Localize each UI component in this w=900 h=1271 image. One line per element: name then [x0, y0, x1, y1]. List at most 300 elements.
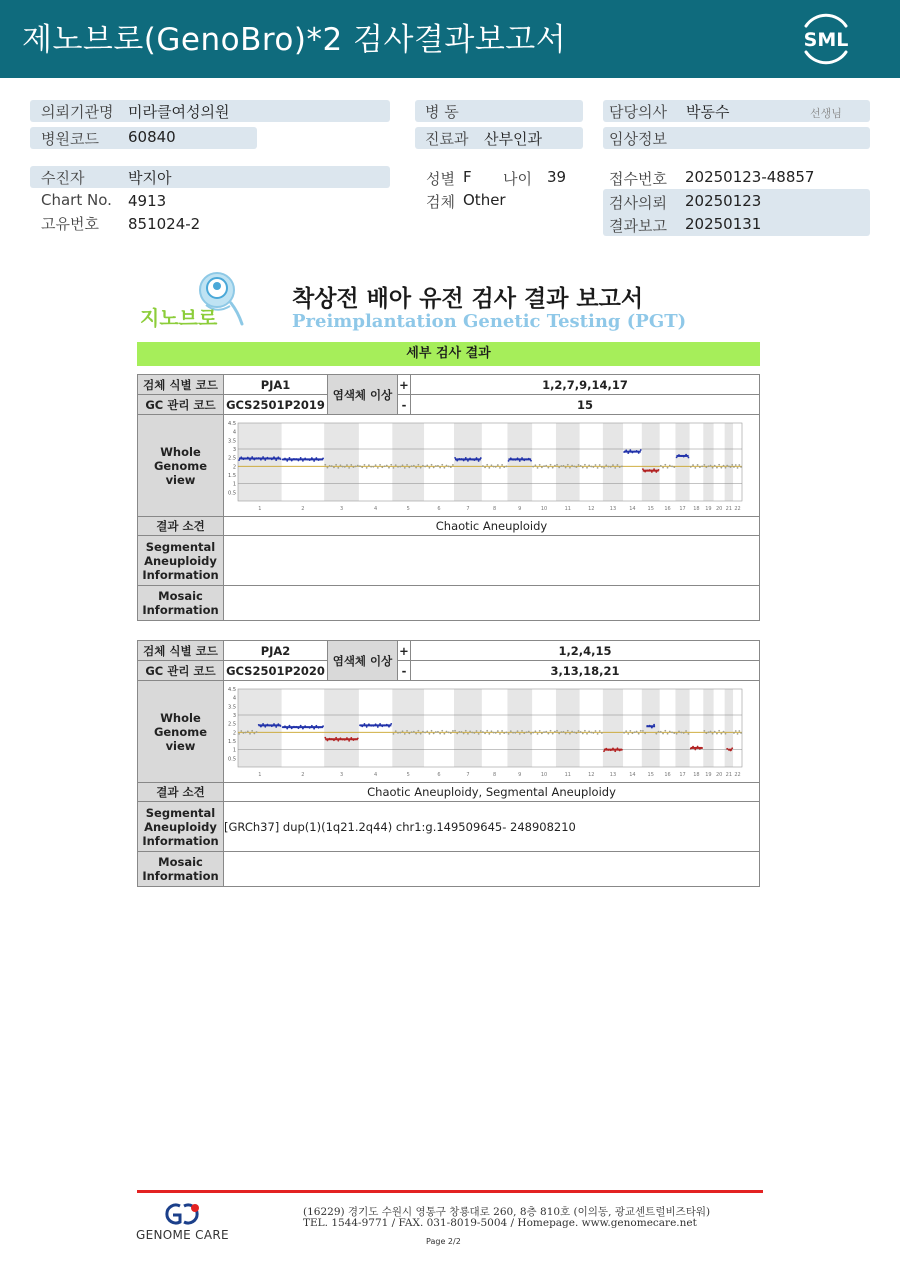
cnv-point	[443, 732, 445, 734]
cnv-point	[411, 465, 413, 467]
cnv-point	[623, 731, 625, 733]
footer-contact: TEL. 1544-9771 / FAX. 031-8019-5004 / Homepage. www.genomecare.net	[303, 1217, 697, 1229]
cnv-point	[523, 732, 525, 734]
specimen-value: Other	[463, 191, 506, 209]
cnv-point	[411, 731, 413, 733]
chromosome-band	[238, 423, 282, 501]
cnv-point	[484, 732, 486, 734]
segmental-value	[224, 536, 760, 586]
chromosome-band	[556, 689, 580, 767]
loss-chromosomes: 3,13,18,21	[411, 661, 760, 681]
cnv-point	[491, 464, 493, 466]
x-tick-label: 9	[518, 505, 522, 512]
cnv-point	[324, 463, 326, 465]
cnv-point	[705, 466, 707, 468]
report-header-bar	[0, 0, 900, 78]
cnv-point	[545, 730, 547, 732]
cnv-point	[610, 466, 612, 468]
report-header-title: 제노브로(GenoBro)*2 검사결과보고서	[22, 22, 567, 58]
cnv-point	[355, 465, 357, 467]
cnv-point	[435, 465, 437, 467]
cnv-point	[705, 732, 707, 734]
cnv-point	[368, 464, 370, 466]
cnv-point	[580, 465, 582, 467]
x-tick-label: 16	[664, 771, 671, 778]
cnv-point	[433, 466, 435, 468]
age-value: 39	[547, 168, 567, 186]
cnv-point	[629, 729, 631, 731]
cnv-point	[467, 732, 469, 734]
gc-code-label: GC 관리 코드	[138, 661, 224, 681]
gain-sign: +	[398, 641, 411, 661]
cnv-point	[723, 730, 725, 732]
x-tick-label: 20	[715, 771, 723, 778]
cnv-point	[508, 732, 510, 734]
cnv-point	[690, 466, 692, 468]
cnv-point	[714, 730, 716, 732]
cnv-point	[517, 730, 519, 732]
y-tick-label: 3	[232, 446, 236, 453]
finding-value: Chaotic Aneuploidy, Segmental Aneuploidy	[224, 783, 760, 802]
cnv-point	[644, 732, 646, 734]
plot-frame	[238, 423, 742, 501]
cnv-point	[521, 729, 523, 731]
cnv-point	[361, 466, 363, 468]
segmental-label: Segmental Aneuploidy Information	[138, 802, 224, 852]
specimen-id-value: PJA1	[224, 375, 328, 395]
section-title: 세부 검사 결과	[137, 342, 760, 366]
cnv-point	[603, 466, 605, 468]
cnv-point	[458, 730, 460, 732]
cnv-point	[372, 465, 374, 467]
cnv-point	[534, 464, 536, 466]
cnv-point	[424, 731, 426, 733]
cnv-point	[728, 465, 730, 467]
cnv-point	[683, 732, 685, 734]
cnv-point	[740, 466, 742, 468]
cnv-point	[662, 466, 664, 468]
cnv-point	[539, 463, 541, 465]
y-tick-label: 0.5	[228, 755, 236, 762]
cnv-point	[413, 464, 415, 466]
cnv-point	[541, 466, 543, 468]
specimen-id-label: 검체 식별 코드	[138, 375, 224, 395]
request-date-value: 20250123	[685, 192, 762, 210]
x-tick-label: 10	[540, 771, 548, 778]
cnv-point	[486, 463, 488, 465]
genobro-logo-text: 지노브로	[140, 306, 218, 330]
x-tick-label: 8	[493, 771, 497, 778]
cnv-point	[720, 732, 722, 734]
cnv-point	[601, 732, 603, 734]
cnv-point	[599, 464, 601, 466]
x-tick-label: 11	[564, 771, 571, 778]
cnv-point	[505, 465, 507, 467]
x-tick-label: 12	[588, 771, 595, 778]
x-tick-label: 10	[540, 505, 548, 512]
cnv-point	[501, 730, 503, 732]
x-tick-label: 9	[518, 771, 522, 778]
unique-no-value: 851024-2	[128, 215, 201, 233]
genobro-logo	[138, 270, 250, 332]
x-tick-label: 21	[725, 505, 733, 512]
y-tick-label: 2.5	[228, 455, 236, 462]
cnv-point	[703, 463, 705, 465]
cnv-point	[488, 466, 490, 468]
cnv-point	[565, 732, 567, 734]
cnv-point	[480, 730, 482, 732]
cnv-point	[446, 730, 448, 732]
cnv-point	[597, 466, 599, 468]
mosaic-value	[224, 852, 760, 887]
cnv-point	[512, 731, 514, 733]
x-tick-label: 14	[629, 771, 636, 778]
cnv-point	[247, 730, 249, 732]
page-number: Page 2/2	[426, 1237, 461, 1246]
cnv-point	[435, 731, 437, 733]
y-tick-label: 2	[232, 729, 236, 736]
cnv-point	[366, 466, 368, 468]
cnv-point	[634, 731, 636, 733]
cnv-point	[738, 464, 740, 466]
cnv-point	[439, 732, 441, 734]
finding-value: Chaotic Aneuploidy	[224, 517, 760, 536]
cnv-point	[586, 732, 588, 734]
x-tick-label: 5	[406, 771, 410, 778]
cnv-point	[590, 731, 592, 733]
cnv-point	[550, 729, 552, 731]
cnv-point	[621, 465, 623, 467]
cnv-point	[592, 466, 594, 468]
gain-chromosomes: 1,2,7,9,14,17	[411, 375, 760, 395]
cnv-point	[243, 732, 245, 734]
cnv-point	[627, 732, 629, 734]
cnv-point	[441, 729, 443, 731]
cnv-point	[238, 732, 240, 734]
cnv-point	[671, 465, 673, 467]
cnv-point	[476, 730, 478, 732]
chromosome-band	[392, 423, 424, 501]
x-tick-label: 17	[679, 771, 686, 778]
cnv-point	[450, 732, 452, 734]
cnv-point	[478, 732, 480, 734]
cnv-point	[534, 730, 536, 732]
cnv-point	[406, 729, 408, 731]
cnv-point	[560, 465, 562, 467]
chromosome-band	[324, 689, 359, 767]
x-tick-label: 17	[679, 505, 686, 512]
x-tick-label: 2	[301, 771, 305, 778]
clinical-info-label: 임상정보	[609, 130, 667, 148]
x-tick-label: 19	[705, 505, 712, 512]
cnv-point	[731, 464, 733, 466]
cnv-point	[619, 466, 621, 468]
x-tick-label: 2	[301, 505, 305, 512]
cnv-point	[667, 466, 669, 468]
patient-label: 수진자	[41, 169, 85, 187]
chromosome-band	[703, 689, 713, 767]
cnv-point	[708, 465, 710, 467]
cnv-point	[537, 466, 539, 468]
x-tick-label: 3	[339, 505, 344, 512]
chromosome-band	[675, 423, 689, 501]
cnv-point	[399, 465, 401, 467]
chrom-abnormality-label: 염색체 이상	[328, 375, 398, 415]
age-label: 나이	[503, 170, 532, 188]
cnv-point	[441, 463, 443, 465]
x-tick-label: 6	[437, 505, 441, 512]
chromosome-band	[603, 689, 623, 767]
cnv-point	[608, 465, 610, 467]
chromosome-band	[454, 689, 482, 767]
x-tick-label: 4	[374, 505, 378, 512]
cnv-point	[431, 463, 433, 465]
cnv-point	[733, 466, 735, 468]
chromosome-band	[703, 423, 713, 501]
chromosome-band	[454, 423, 482, 501]
cnv-point	[426, 464, 428, 466]
cnv-point	[582, 466, 584, 468]
cnv-point	[395, 464, 397, 466]
ward-label: 병 동	[425, 103, 459, 121]
cnv-point	[499, 732, 501, 734]
cnv-point	[541, 732, 543, 734]
doctor-label: 담당의사	[609, 103, 667, 121]
cnv-point	[660, 730, 662, 732]
cnv-point	[397, 731, 399, 733]
cnv-point	[342, 465, 344, 467]
cnv-point	[725, 732, 727, 734]
cnv-point	[388, 466, 390, 468]
cnv-point	[718, 729, 720, 731]
cnv-point	[395, 730, 397, 732]
cnv-point	[669, 464, 671, 466]
cnv-point	[595, 464, 597, 466]
cnv-point	[543, 731, 545, 733]
cnv-point	[599, 730, 601, 732]
cnv-point	[386, 464, 388, 466]
institution-value: 미라클여성의원	[128, 103, 230, 121]
cnv-point	[567, 729, 569, 731]
cnv-point	[539, 729, 541, 731]
cnv-point	[636, 730, 638, 732]
y-tick-label: 2	[232, 463, 236, 470]
cnv-point	[735, 464, 737, 466]
whole-genome-plot-1	[224, 419, 744, 513]
cnv-point	[393, 466, 395, 468]
hospital-code-value: 60840	[128, 128, 176, 146]
cnv-point	[346, 464, 348, 466]
cnv-point	[417, 729, 419, 731]
cnv-point	[595, 730, 597, 732]
cnv-point	[554, 730, 556, 732]
doctor-suffix: 선생님	[810, 107, 842, 120]
cnv-point	[699, 466, 701, 468]
cnv-point	[406, 463, 408, 465]
cnv-point	[402, 464, 404, 466]
x-tick-label: 18	[693, 771, 700, 778]
y-tick-label: 1	[232, 747, 236, 754]
cnv-point	[404, 466, 406, 468]
cnv-point	[245, 731, 247, 733]
cnv-point	[558, 732, 560, 734]
cnv-point	[532, 465, 534, 467]
patient-value: 박지아	[128, 169, 172, 187]
specimen-id-value: PJA2	[224, 641, 328, 661]
cnv-point	[420, 732, 422, 734]
cnv-point	[558, 466, 560, 468]
cnv-point	[420, 466, 422, 468]
cnv-point	[519, 732, 521, 734]
loss-sign: -	[398, 395, 411, 415]
report-date-label: 결과보고	[609, 217, 667, 235]
cnv-point	[569, 466, 571, 468]
cnv-point	[370, 465, 372, 467]
whole-genome-label: Whole Genome view	[138, 415, 224, 517]
cnv-point	[543, 465, 545, 467]
cnv-point	[685, 730, 687, 732]
cnv-point	[399, 731, 401, 733]
cnv-point	[256, 731, 258, 733]
cnv-point	[554, 464, 556, 466]
y-tick-label: 1.5	[228, 472, 236, 479]
x-tick-label: 4	[374, 771, 378, 778]
cnv-point	[497, 464, 499, 466]
cnv-point	[443, 466, 445, 468]
cnv-point	[588, 730, 590, 732]
report-title: 착상전 배아 유전 검사 결과 보고서	[292, 286, 644, 312]
cnv-point	[669, 730, 671, 732]
cnv-point	[428, 466, 430, 468]
cnv-point	[415, 466, 417, 468]
cnv-point	[431, 729, 433, 731]
cnv-point	[726, 464, 728, 466]
x-tick-label: 7	[466, 505, 470, 512]
x-tick-label: 8	[493, 505, 497, 512]
gc-code-value: GCS2501P2020	[224, 661, 328, 681]
cnv-point	[725, 466, 727, 468]
cnv-point	[353, 466, 355, 468]
cnv-point	[547, 466, 549, 468]
cnv-point	[408, 732, 410, 734]
cnv-point	[571, 464, 573, 466]
cnv-point	[251, 729, 253, 731]
cnv-point	[499, 466, 501, 468]
cnv-point	[493, 731, 495, 733]
cnv-point	[575, 732, 577, 734]
gc-code-label: GC 관리 코드	[138, 395, 224, 415]
cnv-point	[340, 464, 342, 466]
cnv-point	[573, 465, 575, 467]
cnv-point	[716, 466, 718, 468]
chromosome-band	[675, 689, 689, 767]
loss-sign: -	[398, 661, 411, 681]
y-tick-label: 4.5	[228, 420, 236, 427]
cnv-point	[448, 731, 450, 733]
cnv-point	[384, 465, 386, 467]
specimen-label: 검체	[426, 193, 455, 211]
cnv-point	[680, 731, 682, 733]
cnv-point	[563, 730, 565, 732]
footer-address: (16229) 경기도 수원시 영통구 창룡대로 260, 8층 810호 (이의동, 광교센트럴비즈타워)	[303, 1206, 711, 1218]
y-tick-label: 4.5	[228, 686, 236, 693]
sex-value: F	[463, 168, 472, 186]
chromosome-band	[603, 423, 623, 501]
cnv-point	[433, 732, 435, 734]
cnv-point	[588, 464, 590, 466]
cnv-point	[730, 466, 732, 468]
chrom-abnormality-label: 염색체 이상	[328, 641, 398, 681]
cnv-point	[452, 464, 454, 466]
cnv-point	[573, 731, 575, 733]
cnv-point	[329, 464, 331, 466]
cnv-point	[655, 732, 657, 734]
x-tick-label: 1	[258, 505, 262, 512]
whole-genome-plot-2	[224, 685, 744, 779]
cnv-point	[473, 732, 475, 734]
y-tick-label: 1	[232, 481, 236, 488]
cnv-point	[614, 466, 616, 468]
cnv-point	[377, 466, 379, 468]
cnv-point	[335, 463, 337, 465]
y-tick-label: 3.5	[228, 437, 236, 444]
cnv-point	[530, 732, 532, 734]
gc-code-value: GCS2501P2019	[224, 395, 328, 415]
cnv-point	[662, 732, 664, 734]
cnv-point	[592, 732, 594, 734]
cnv-point	[660, 464, 662, 466]
cnv-point	[582, 732, 584, 734]
institution-label: 의뢰기관명	[41, 103, 114, 121]
gain-sign: +	[398, 375, 411, 395]
cnv-point	[590, 465, 592, 467]
cnv-point	[253, 732, 255, 734]
cnv-point	[678, 730, 680, 732]
sml-logo-text: SML	[803, 29, 849, 51]
cnv-point	[461, 731, 463, 733]
cnv-point	[552, 466, 554, 468]
cnv-point	[578, 464, 580, 466]
cnv-point	[393, 732, 395, 734]
cnv-point	[664, 463, 666, 465]
unique-no-label: 고유번호	[41, 215, 99, 233]
x-tick-label: 22	[734, 771, 741, 778]
cnv-point	[426, 730, 428, 732]
x-tick-label: 19	[705, 771, 712, 778]
chromosome-band	[556, 423, 580, 501]
cnv-point	[737, 466, 739, 468]
cnv-point	[424, 465, 426, 467]
cnv-point	[688, 732, 690, 734]
x-tick-label: 15	[647, 505, 654, 512]
cnv-point	[575, 466, 577, 468]
cnv-point	[580, 731, 582, 733]
cnv-point	[448, 465, 450, 467]
cnv-point	[415, 732, 417, 734]
cnv-point	[350, 464, 352, 466]
cnv-point	[486, 729, 488, 731]
cnv-point	[413, 730, 415, 732]
chromosome-band	[238, 689, 282, 767]
cnv-point	[667, 732, 669, 734]
cnv-point	[712, 466, 714, 468]
x-tick-label: 7	[466, 771, 470, 778]
cnv-point	[550, 463, 552, 465]
chromosome-band	[642, 689, 660, 767]
cnv-point	[454, 729, 456, 731]
cnv-point	[327, 466, 329, 468]
chromosome-band	[507, 689, 532, 767]
